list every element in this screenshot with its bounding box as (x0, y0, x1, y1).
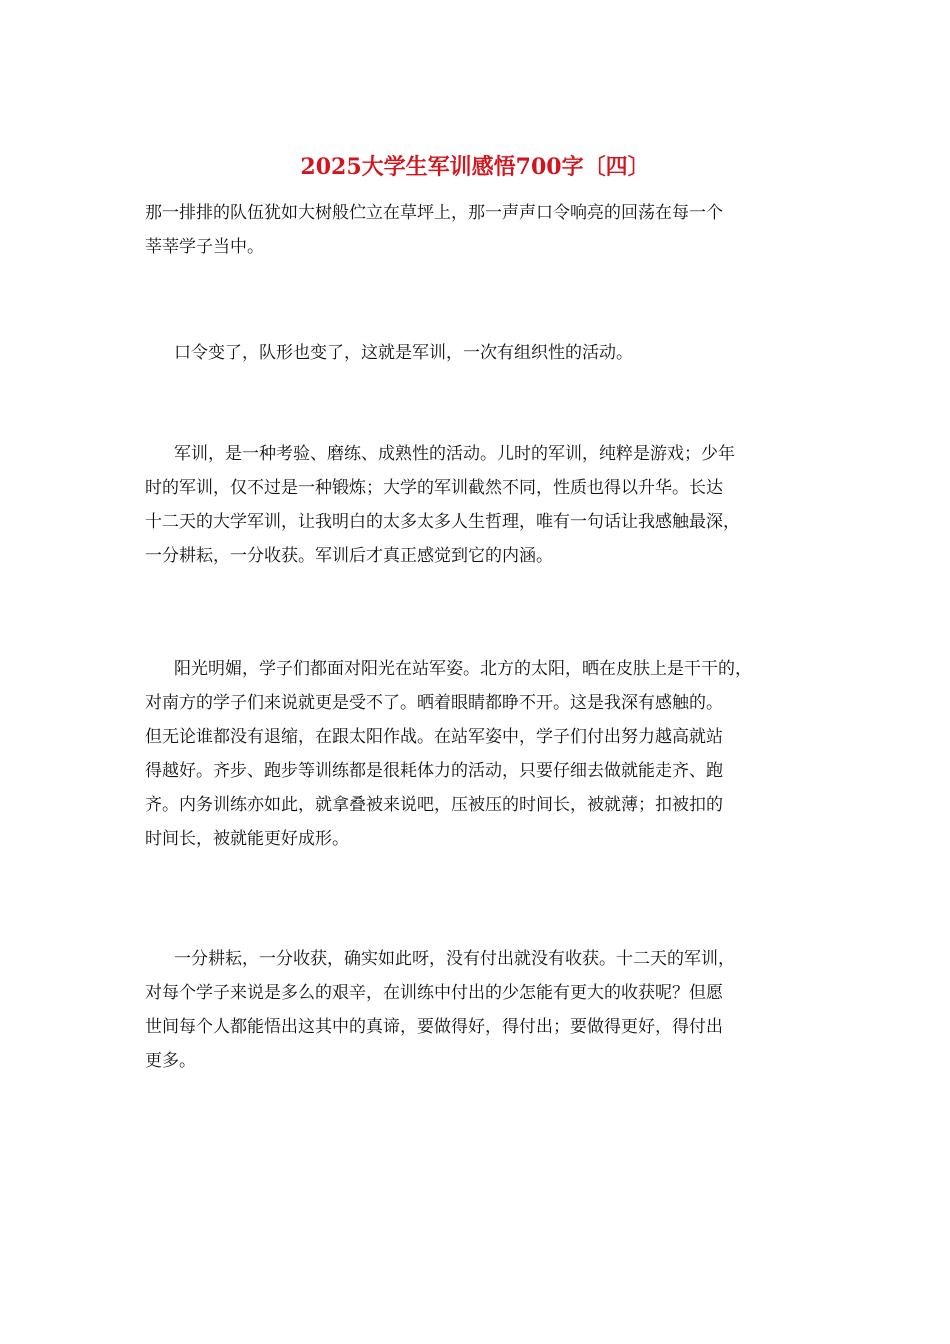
paragraph-2 (145, 336, 810, 370)
paragraph-line: 军训，是一种考验、磨练、成熟性的活动。儿时的军训，纯粹是游戏；少年 (174, 444, 735, 464)
paragraph-line: 阳光明媚，学子们都面对阳光在站军姿。北方的太阳，晒在皮肤上是干干的， (174, 659, 752, 679)
paragraph-4 (145, 652, 810, 856)
paragraph-line: 对每个学子来说是多么的艰辛，在训练中付出的少怎能有更大的收获呢？但愿 (145, 983, 723, 1003)
paragraph-line: 对南方的学子们来说就更是受不了。晒着眼睛都睁不开。这是我深有感触的。 (145, 693, 723, 713)
paragraph-line: 时的军训，仅不过是一种锻炼；大学的军训截然不同，性质也得以升华。长达 (145, 478, 723, 498)
paragraph-line: 一分耕耘，一分收获。军训后才真正感觉到它的内涵。 (145, 546, 553, 566)
paragraph-line: 更多。 (145, 1051, 196, 1071)
paragraph-line: 莘莘学子当中。 (145, 237, 264, 257)
paragraph-line: 一分耕耘，一分收获，确实如此呀，没有付出就没有收获。十二天的军训， (174, 949, 735, 969)
paragraph-line: 但无论谁都没有退缩，在跟太阳作战。在站军姿中，学子们付出努力越高就站 (145, 727, 723, 747)
paragraph-line: 得越好。齐步、跑步等训练都是很耗体力的活动，只要仔细去做就能走齐、跑 (145, 761, 723, 781)
paragraph-1 (145, 196, 810, 264)
paragraph-3 (145, 437, 810, 573)
document-title: 2025大学生军训感悟700字〔四〕 (300, 154, 650, 180)
paragraph-line: 世间每个人都能悟出这其中的真谛，要做得好，得付出；要做得更好，得付出 (145, 1017, 723, 1037)
paragraph-line: 口令变了，队形也变了，这就是军训，一次有组织性的活动。 (174, 343, 633, 363)
paragraph-5 (145, 942, 810, 1078)
paragraph-line: 时间长，被就能更好成形。 (145, 829, 349, 849)
paragraph-line: 齐。内务训练亦如此，就拿叠被来说吧，压被压的时间长，被就薄；扣被扣的 (145, 795, 723, 815)
paragraph-line: 那一排排的队伍犹如大树般伫立在草坪上，那一声声口令响亮的回荡在每一个 (145, 203, 723, 223)
paragraph-line: 十二天的大学军训，让我明白的太多太多人生哲理，唯有一句话让我感触最深， (145, 512, 740, 532)
